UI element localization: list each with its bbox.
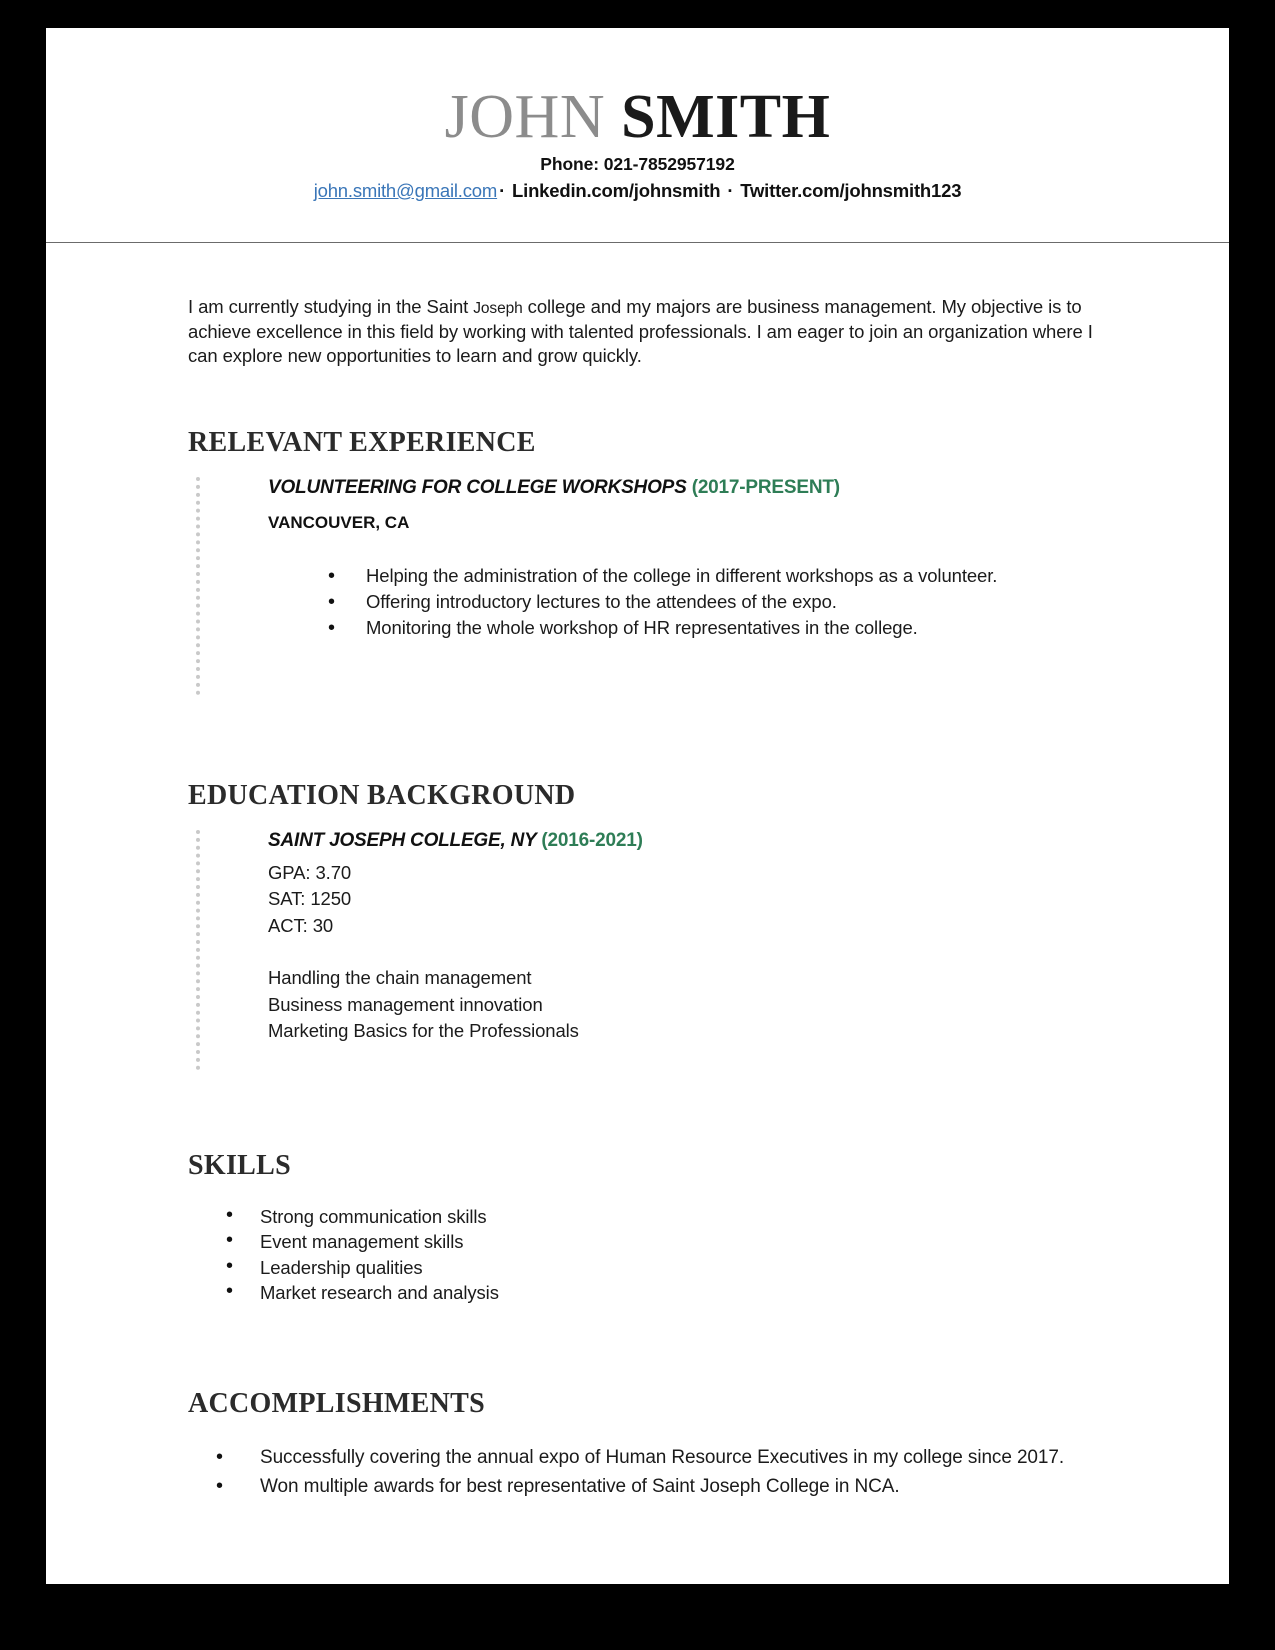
accomplishments-list: [188, 1444, 1119, 1502]
list-item: • Monitoring the whole workshop of HR representatives in the college.: [328, 615, 1119, 641]
list-item: • Offering introductory lectures to the attendees of the expo.: [328, 589, 1119, 615]
page-title: [46, 83, 1229, 151]
linkedin-link[interactable]: Linkedin.com/johnsmith: [512, 180, 721, 201]
twitter-link[interactable]: Twitter.com/johnsmith123: [740, 180, 962, 201]
email-link[interactable]: john.smith@gmail.com: [313, 180, 498, 201]
summary-part-1: I am currently studying in the Saint: [188, 296, 474, 317]
experience-bullet-list: [268, 563, 1119, 642]
experience-date: (2017-PRESENT): [691, 476, 840, 498]
given-name: JOHN: [444, 83, 622, 151]
list-item: • Successfully covering the annual expo of Human Resource Executives in my college since 2017.: [216, 1444, 1119, 1473]
section-accomplishments: [188, 1388, 1119, 1502]
education-courses: [268, 965, 1119, 1044]
summary-small-word: Joseph: [473, 300, 523, 317]
experience-location: VANCOUVER, CA: [268, 512, 410, 532]
skills-list: [188, 1204, 1119, 1306]
education-course: Marketing Basics for the Professionals: [268, 1020, 579, 1042]
contact-line: [46, 180, 1229, 202]
list-item: • Market research and analysis: [226, 1280, 1119, 1306]
education-stat-act: ACT: 30: [268, 914, 334, 936]
section-experience: [188, 427, 1119, 695]
summary-part-2: college and my majors are business management. My objective is to achieve excellence in this field by working with talented professionals. I am eager to join an organization where I can explore new opportunities to learn and grow quickly.: [188, 296, 1093, 367]
section-title-experience: RELEVANT EXPERIENCE: [188, 426, 536, 458]
section-title-skills: SKILLS: [188, 1149, 291, 1181]
resume-page: [46, 28, 1229, 1584]
summary-paragraph: [188, 295, 1093, 369]
education-school: SAINT JOSEPH COLLEGE, NY: [268, 829, 542, 851]
resume-header: [46, 28, 1229, 243]
list-item: • Won multiple awards for best representative of Saint Joseph College in NCA.: [216, 1473, 1119, 1502]
list-item: • Strong communication skills: [226, 1204, 1119, 1230]
experience-role: VOLUNTEERING FOR COLLEGE WORKSHOPS: [268, 476, 692, 498]
section-education: [188, 780, 1119, 1070]
contact-separator-1: ·: [499, 180, 506, 201]
education-date: (2016-2021): [541, 829, 643, 851]
education-stat-gpa: GPA: 3.70: [268, 861, 352, 883]
education-course: Business management innovation: [268, 993, 543, 1015]
section-title-education: EDUCATION BACKGROUND: [188, 779, 576, 811]
section-title-accomplishments: ACCOMPLISHMENTS: [188, 1387, 485, 1419]
education-entry: [196, 830, 1119, 1070]
phone-text: Phone: 021-7852957192: [540, 154, 735, 174]
experience-entry: [196, 477, 1119, 695]
list-item: • Event management skills: [226, 1229, 1119, 1255]
list-item: • Leadership qualities: [226, 1255, 1119, 1281]
education-course: Handling the chain management: [268, 967, 532, 989]
contact-separator-2: ·: [727, 180, 734, 201]
list-item: • Helping the administration of the college in different workshops as a volunteer.: [328, 563, 1119, 589]
education-stats: [268, 860, 1119, 939]
resume-body: [46, 295, 1229, 1502]
education-stat-sat: SAT: 1250: [268, 888, 352, 910]
education-school-line: [268, 830, 1119, 852]
experience-role-line: [268, 477, 1119, 499]
section-skills: [188, 1150, 1119, 1306]
family-name: SMITH: [621, 83, 831, 151]
